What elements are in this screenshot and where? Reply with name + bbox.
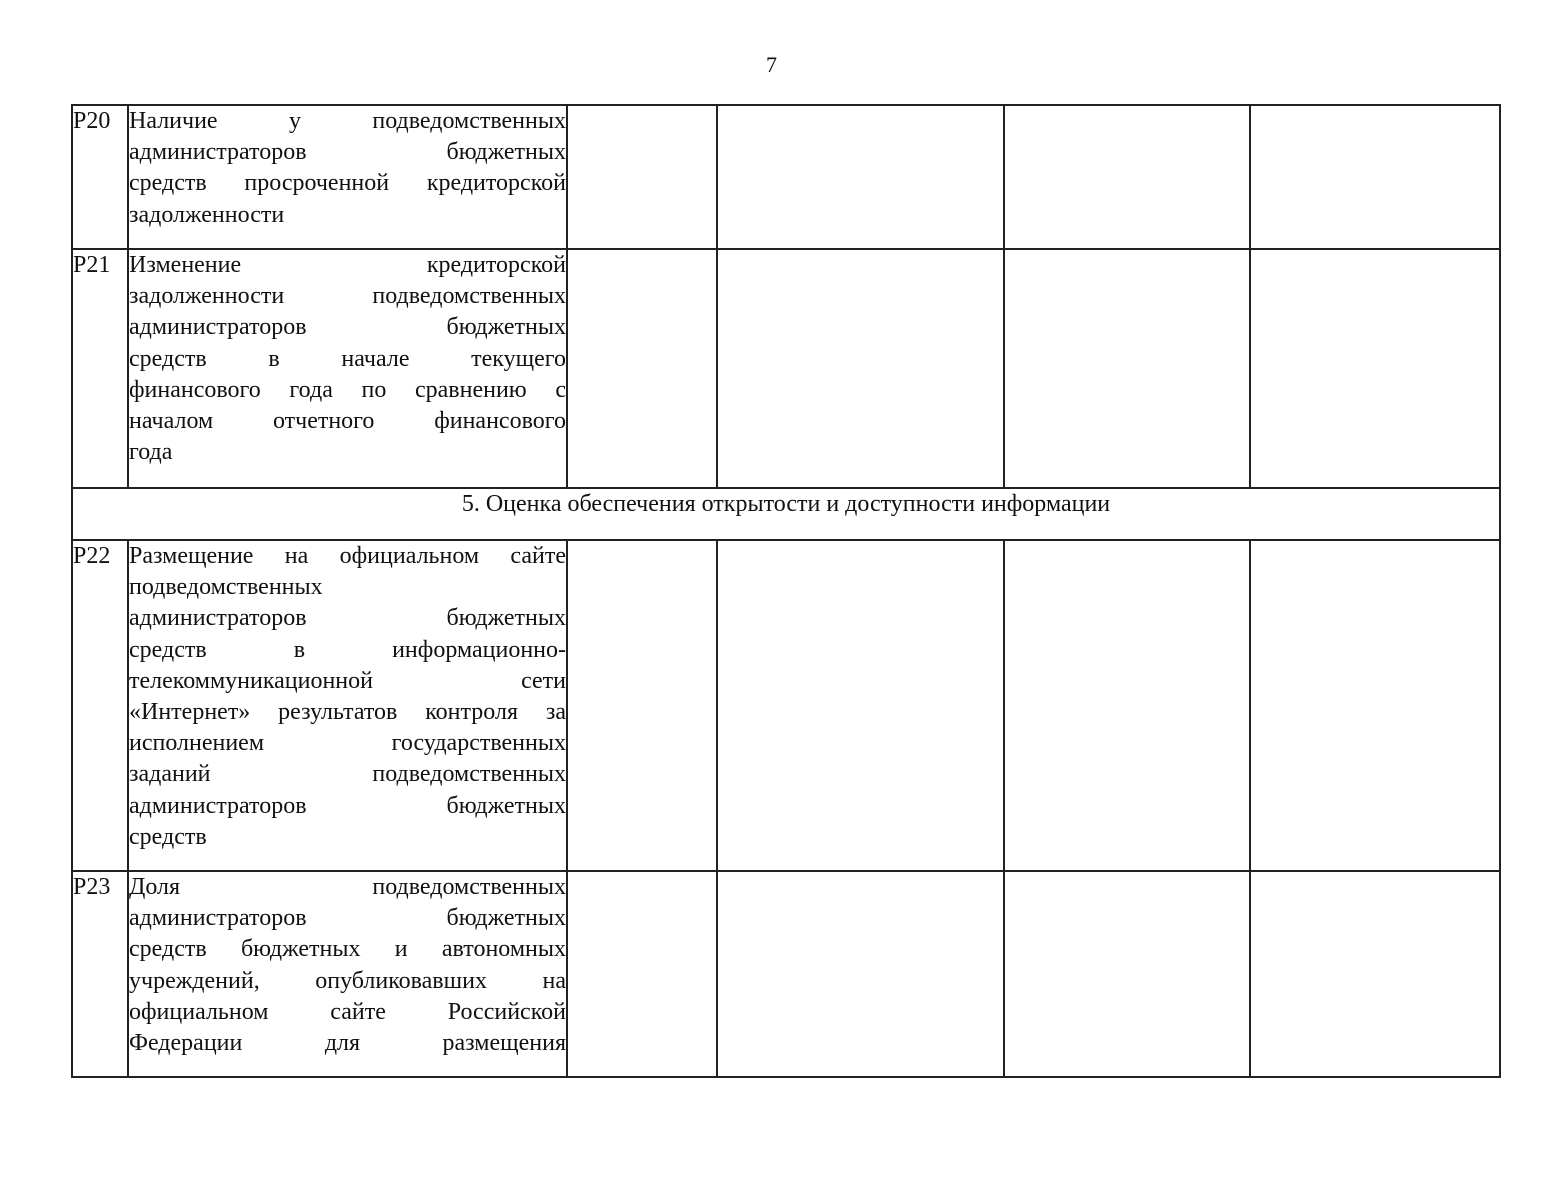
- description-line: Доля подведомственных: [129, 874, 566, 900]
- description-line: телекоммуникационной сети: [129, 667, 566, 694]
- description-line: учреждений, опубликовавших на: [129, 967, 566, 994]
- empty-cell: [1004, 540, 1250, 871]
- row-code: Р23: [72, 871, 128, 1077]
- empty-cell: [1004, 249, 1250, 488]
- table-row: [72, 249, 1500, 488]
- empty-cell: [1250, 871, 1500, 1077]
- empty-cell: [1250, 105, 1500, 249]
- description-line: Размещение на официальном сайте: [129, 543, 566, 569]
- description-line: финансового года по сравнению с: [129, 376, 566, 403]
- empty-cell: [567, 105, 717, 249]
- description-line: средств в информационно-: [129, 636, 566, 663]
- row-description: [128, 871, 567, 1077]
- section-row: [72, 488, 1500, 540]
- description-line: средств просроченной кредиторской: [129, 170, 566, 197]
- description-line: администраторов бюджетных: [129, 905, 566, 932]
- description-line: Изменение кредиторской: [129, 252, 566, 278]
- description-line: администраторов бюджетных: [129, 605, 566, 632]
- description-line: администраторов бюджетных: [129, 139, 566, 166]
- table-row: [72, 540, 1500, 871]
- description-line: подведомственных: [129, 574, 323, 601]
- table-row: [72, 871, 1500, 1077]
- empty-cell: [567, 249, 717, 488]
- description-line: задолженности: [129, 201, 285, 228]
- description-line: администраторов бюджетных: [129, 792, 566, 819]
- indicators-table: [71, 104, 1501, 1078]
- empty-cell: [1004, 871, 1250, 1077]
- row-code: Р22: [72, 540, 128, 871]
- empty-cell: [1250, 249, 1500, 488]
- description-line: «Интернет» результатов контроля за: [129, 699, 566, 726]
- empty-cell: [717, 871, 1004, 1077]
- description-line: исполнением государственных: [129, 730, 566, 757]
- table-row: [72, 105, 1500, 249]
- empty-cell: [1004, 105, 1250, 249]
- empty-cell: [567, 540, 717, 871]
- description-line: заданий подведомственных: [129, 761, 566, 788]
- empty-cell: [717, 105, 1004, 249]
- description-line: администраторов бюджетных: [129, 314, 566, 341]
- description-line: официальном сайте Российской: [129, 998, 566, 1025]
- description-line: средств бюджетных и автономных: [129, 936, 566, 963]
- row-description: [128, 540, 567, 871]
- empty-cell: [567, 871, 717, 1077]
- description-line: Федерации для размещения: [129, 1030, 566, 1057]
- row-code: Р21: [72, 249, 128, 488]
- empty-cell: [717, 540, 1004, 871]
- description-line: началом отчетного финансового: [129, 408, 566, 435]
- page-number: 7: [766, 52, 777, 77]
- description-line: задолженности подведомственных: [129, 283, 566, 310]
- description-line: Наличие у подведомственных: [129, 108, 566, 134]
- description-line: средств в начале текущего: [129, 345, 566, 372]
- description-line: средств: [129, 823, 207, 850]
- empty-cell: [717, 249, 1004, 488]
- description-line: года: [129, 439, 173, 466]
- empty-cell: [1250, 540, 1500, 871]
- row-description: [128, 105, 567, 249]
- section-title: 5. Оценка обеспечения открытости и доступности информации: [72, 488, 1500, 540]
- row-description: [128, 249, 567, 488]
- row-code: Р20: [72, 105, 128, 249]
